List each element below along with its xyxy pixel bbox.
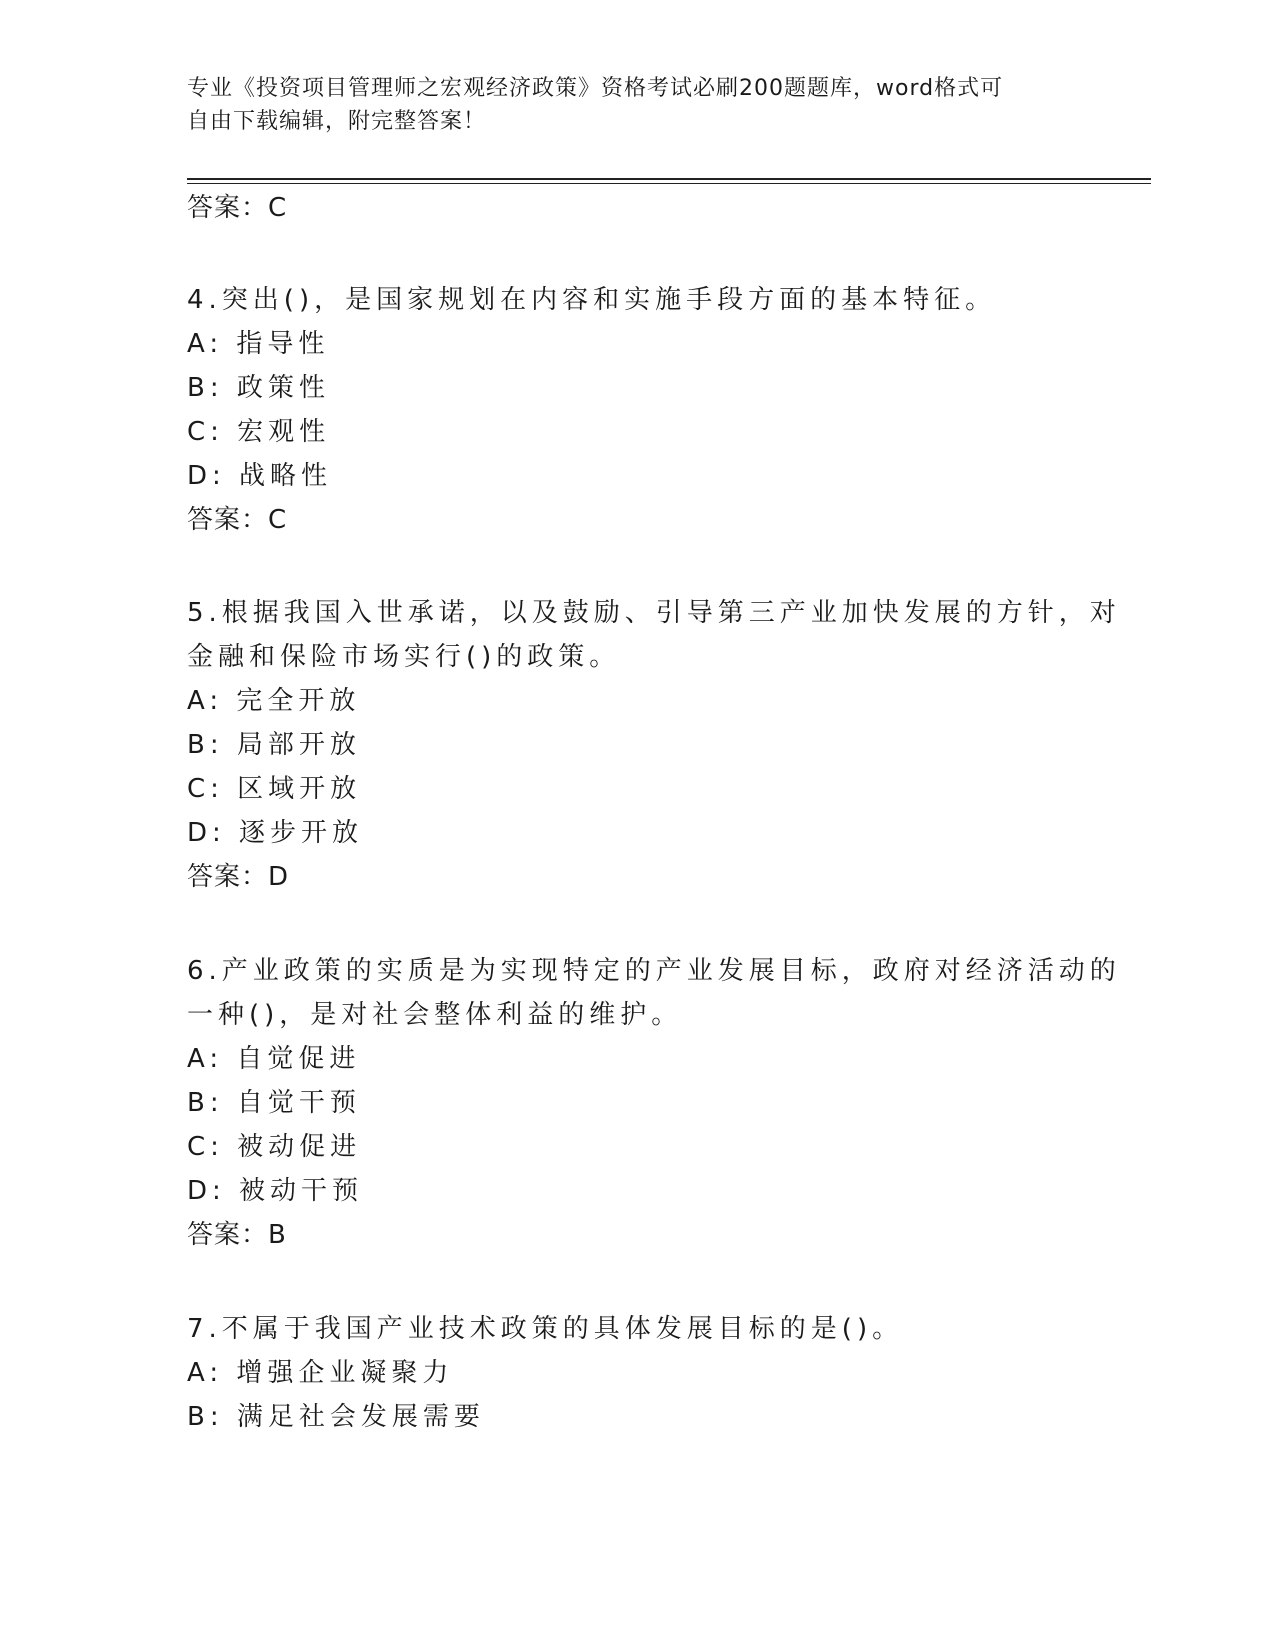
question-6-option-b: B: 自觉干预 [187, 1088, 361, 1118]
question-7-stem: 7.不属于我国产业技术政策的具体发展目标的是()。 [187, 1314, 904, 1344]
header-line-2: 自由下载编辑，附完整答案！ [187, 109, 487, 134]
question-4-option-b: B: 政策性 [187, 373, 330, 403]
question-7-option-a: A: 增强企业凝聚力 [187, 1358, 454, 1388]
answer-q4: 答案：C [187, 505, 288, 535]
answer-q3: 答案：C [187, 193, 288, 223]
header-divider-thick [187, 178, 1151, 180]
question-4-stem: 4.突出()，是国家规划在内容和实施手段方面的基本特征。 [187, 285, 997, 315]
question-6-option-d: D: 被动干预 [187, 1176, 364, 1206]
header-divider-thin [187, 183, 1151, 184]
answer-q5: 答案：D [187, 862, 290, 892]
question-6-stem-line-1: 6.产业政策的实质是为实现特定的产业发展目标，政府对经济活动的 [187, 956, 1121, 986]
question-4-option-c: C: 宏观性 [187, 417, 331, 447]
answer-q6: 答案：B [187, 1220, 287, 1250]
question-6-option-c: C: 被动促进 [187, 1132, 362, 1162]
question-6-stem-line-2: 一种()，是对社会整体利益的维护。 [187, 1000, 683, 1030]
question-5-option-d: D: 逐步开放 [187, 818, 364, 848]
question-5-option-b: B: 局部开放 [187, 730, 361, 760]
question-5-option-c: C: 区域开放 [187, 774, 362, 804]
header-line-1: 专业《投资项目管理师之宏观经济政策》资格考试必刷200题题库，word格式可 [187, 76, 1004, 101]
question-6-option-a: A: 自觉促进 [187, 1044, 361, 1074]
question-7-option-b: B: 满足社会发展需要 [187, 1402, 485, 1432]
question-4-option-a: A: 指导性 [187, 329, 330, 359]
document-header [187, 72, 1067, 138]
question-5-option-a: A: 完全开放 [187, 686, 361, 716]
question-4-option-d: D: 战略性 [187, 461, 333, 491]
question-5-stem-line-1: 5.根据我国入世承诺，以及鼓励、引导第三产业加快发展的方针，对 [187, 598, 1121, 628]
question-5-stem-line-2: 金融和保险市场实行()的政策。 [187, 642, 621, 672]
